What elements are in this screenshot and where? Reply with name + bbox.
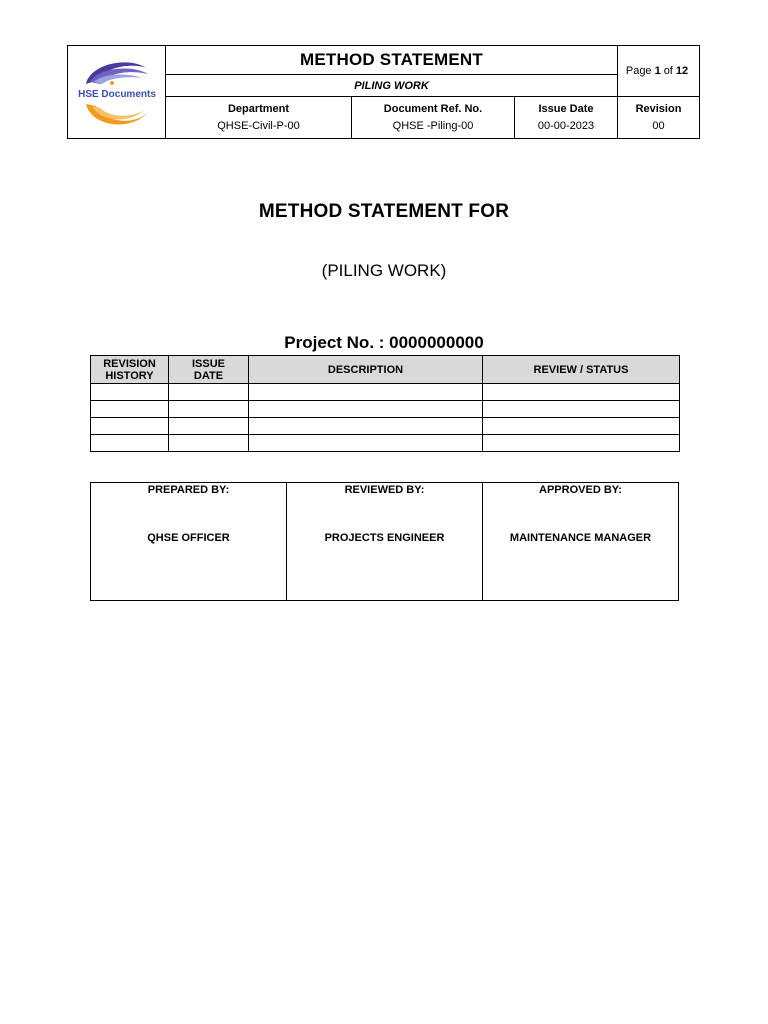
meta-department [166,97,351,138]
signature-name: MAINTENANCE MANAGER [509,532,652,544]
hse-documents-logo [68,46,166,138]
meta-value: 00 [652,119,665,132]
table-row [91,435,680,452]
signature-table [90,482,679,601]
signature-reviewed [287,483,483,601]
page-current: 1 [654,65,661,77]
signature-approved [483,483,679,601]
document-sub-title: (PILING WORK) [321,261,447,280]
meta-doc-ref [351,97,514,138]
meta-value: 00-00-2023 [537,119,595,132]
revision-table [90,355,680,452]
table-row [91,401,680,418]
signature-label: REVIEWED BY: [344,484,425,496]
header-title: METHOD STATEMENT [166,46,617,75]
meta-issue-date [514,97,617,138]
page-indicator [617,46,699,97]
meta-value: QHSE-Civil-P-00 [217,119,300,132]
document-header [67,45,700,139]
col-review-status: REVIEW / STATUS [483,356,680,384]
signature-name: QHSE OFFICER [147,532,230,544]
meta-key: Issue Date [538,102,594,115]
page-of: of [663,65,673,77]
svg-text:HSE Documents: HSE Documents [78,89,156,100]
header-subtitle: PILING WORK [166,75,617,97]
signature-name: PROJECTS ENGINEER [324,532,445,544]
col-issue-date: ISSUE DATE [169,356,249,384]
table-row [91,384,680,401]
table-header-row [91,356,680,384]
meta-key: Document Ref. No. [383,102,483,115]
col-description: DESCRIPTION [249,356,483,384]
page-total: 12 [675,65,689,77]
meta-revision [617,97,699,138]
table-row [91,418,680,435]
col-revision-history: REVISION HISTORY [91,356,169,384]
meta-value: QHSE -Piling-00 [392,119,474,132]
signature-prepared [91,483,287,601]
document-main-title: METHOD STATEMENT FOR [258,201,510,222]
signature-label: PREPARED BY: [147,484,230,496]
page-prefix: Page [625,65,652,77]
signature-label: APPROVED BY: [539,484,622,496]
project-number: Project No. : 0000000000 [284,333,484,352]
logo-cell [68,46,166,138]
meta-key: Department [227,102,290,115]
meta-key: Revision [635,102,682,115]
